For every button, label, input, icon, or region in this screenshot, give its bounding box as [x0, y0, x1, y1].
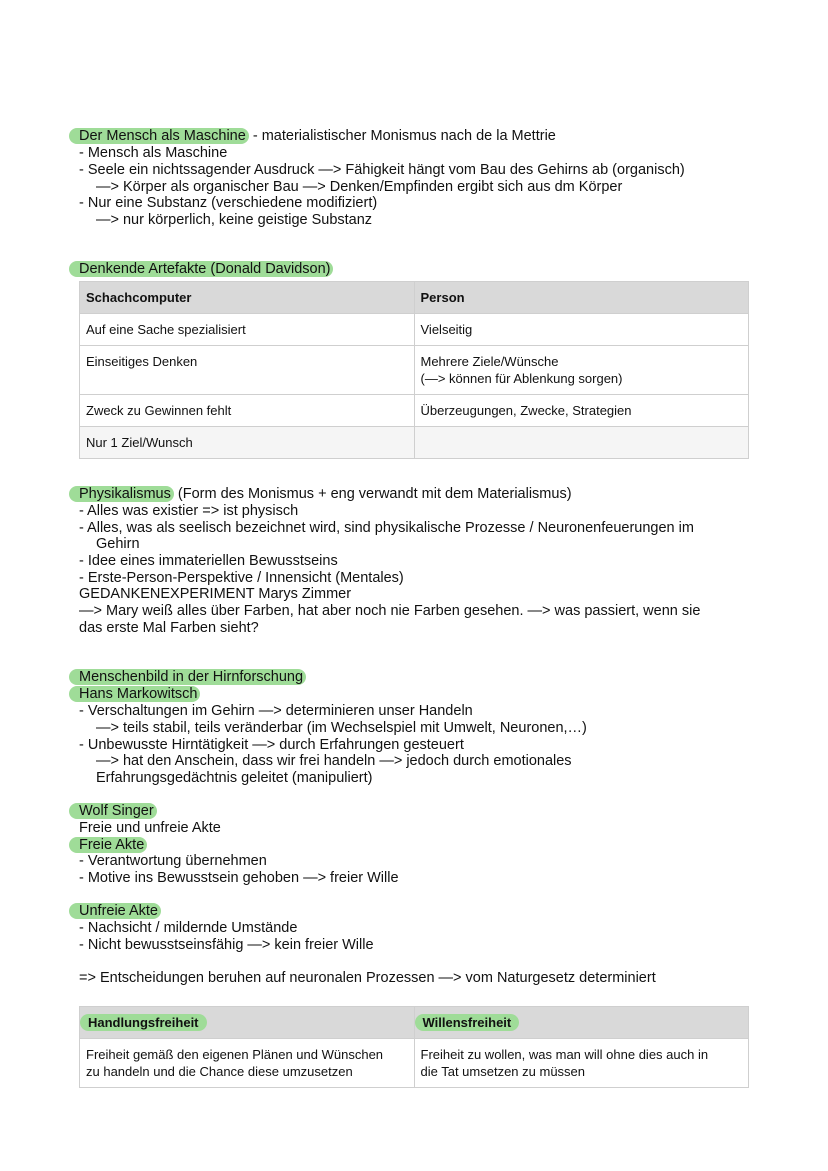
cell-line: (—> können für Ablenkung sorgen) [420, 371, 623, 386]
table-header-row [80, 1007, 749, 1039]
table-cell [414, 346, 749, 395]
list-item-continued: Gehirn [96, 536, 140, 552]
section-heading-line [79, 486, 572, 503]
list-item: - Verschaltungen im Gehirn —> determinieren unser Handeln [79, 703, 473, 719]
section-heading-line [79, 261, 333, 278]
table-cell: Einseitiges Denken [80, 346, 415, 395]
section-heading-line [79, 669, 306, 686]
list-item: - Unbewusste Hirntätigkeit —> durch Erfahrungen gesteuert [79, 737, 464, 753]
section-subheading-line [79, 903, 161, 920]
heading-menschenbild: Menschenbild in der Hirnforschung [69, 669, 306, 685]
heading-physikalismus: Physikalismus [69, 486, 174, 502]
table-cell [80, 1039, 415, 1088]
cell-line: Freiheit gemäß den eigenen Plänen und Wünschen [86, 1047, 384, 1062]
list-item: - Alles, was als seelisch bezeichnet wird, sind physikalische Prozesse / Neuronenfeuerungen im [79, 520, 694, 536]
paragraph-line: —> Mary weiß alles über Farben, hat aber noch nie Farben gesehen. —> was passiert, wenn sie [79, 603, 701, 619]
list-item: - Mensch als Maschine [79, 145, 228, 161]
heading-denkende-artefakte: Denkende Artefakte (Donald Davidson) [69, 261, 333, 277]
list-item: - Alles was existier => ist physisch [79, 503, 299, 519]
section-subheading-line [79, 686, 200, 703]
cell-line: zu handeln und die Chance diese umzusetzen [86, 1064, 353, 1079]
column-header [80, 1007, 415, 1039]
header-label: Willensfreiheit [415, 1014, 520, 1031]
subheading-unfreie-akte: Unfreie Akte [69, 903, 161, 919]
subheading-freie-akte: Freie Akte [69, 837, 147, 853]
list-item: —> Körper als organischer Bau —> Denken/Empfinden ergibt sich aus dm Körper [96, 179, 623, 195]
list-item: - Seele ein nichtssagender Ausdruck —> Fähigkeit hängt vom Bau des Gehirns ab (organisch) [79, 162, 685, 178]
section-heading-line [79, 128, 556, 145]
table-row [80, 427, 749, 459]
list-item: - Nicht bewusstseinsfähig —> kein freier Wille [79, 937, 374, 953]
conclusion-line: => Entscheidungen beruhen auf neuronalen Prozessen —> vom Naturgesetz determiniert [79, 970, 656, 986]
comparison-table [79, 281, 749, 459]
table-header-row [80, 282, 749, 314]
list-item: - Motive ins Bewusstsein gehoben —> freier Wille [79, 870, 399, 886]
table-cell: Auf eine Sache spezialisiert [80, 314, 415, 346]
section-subheading-line [79, 803, 157, 820]
heading-subtitle: (Form des Monismus + eng verwandt mit dem Materialismus) [173, 486, 572, 502]
cell-line: Mehrere Ziele/Wünsche [420, 354, 559, 369]
list-item: - Verantwortung übernehmen [79, 853, 267, 869]
list-item: - Idee eines immateriellen Bewusstseins [79, 553, 338, 569]
table-cell: Überzeugungen, Zwecke, Strategien [414, 395, 749, 427]
list-item: - Nur eine Substanz (verschiedene modifiziert) [79, 195, 378, 211]
column-header: Schachcomputer [80, 282, 415, 314]
paragraph-line: das erste Mal Farben sieht? [79, 620, 259, 636]
section-subheading-line [79, 837, 147, 854]
table-row [80, 314, 749, 346]
table-cell [414, 1039, 749, 1088]
freedom-table [79, 1006, 749, 1088]
table-cell: Vielseitig [414, 314, 749, 346]
table-row [80, 1039, 749, 1088]
list-item: —> hat den Anschein, dass wir frei handeln —> jedoch durch emotionales [96, 753, 572, 769]
cell-line: Freiheit zu wollen, was man will ohne dies auch in [420, 1047, 709, 1062]
subheading-hans-markowitsch: Hans Markowitsch [69, 686, 200, 702]
column-header [414, 1007, 749, 1039]
list-item: - Erste-Person-Perspektive / Innensicht (Mentales) [79, 570, 404, 586]
column-header: Person [414, 282, 749, 314]
table-row [80, 395, 749, 427]
table-cell: Nur 1 Ziel/Wunsch [80, 427, 415, 459]
table-cell: Zweck zu Gewinnen fehlt [80, 395, 415, 427]
thought-experiment-title: GEDANKENEXPERIMENT Marys Zimmer [79, 586, 352, 602]
list-item: —> teils stabil, teils veränderbar (im Wechselspiel mit Umwelt, Neuronen,…) [96, 720, 587, 736]
table-cell [414, 427, 749, 459]
heading-mensch-maschine: Der Mensch als Maschine [69, 128, 249, 144]
list-item: —> nur körperlich, keine geistige Substanz [96, 212, 373, 228]
subheading-wolf-singer: Wolf Singer [69, 803, 157, 819]
paragraph-line: Freie und unfreie Akte [79, 820, 221, 836]
table-row [80, 346, 749, 395]
header-label: Handlungsfreiheit [80, 1014, 207, 1031]
heading-subtitle: - materialistischer Monismus nach de la Mettrie [248, 128, 556, 144]
cell-line: die Tat umsetzen zu müssen [420, 1064, 586, 1079]
list-item: - Nachsicht / mildernde Umstände [79, 920, 298, 936]
list-item-continued: Erfahrungsgedächtnis geleitet (manipuliert) [96, 770, 373, 786]
